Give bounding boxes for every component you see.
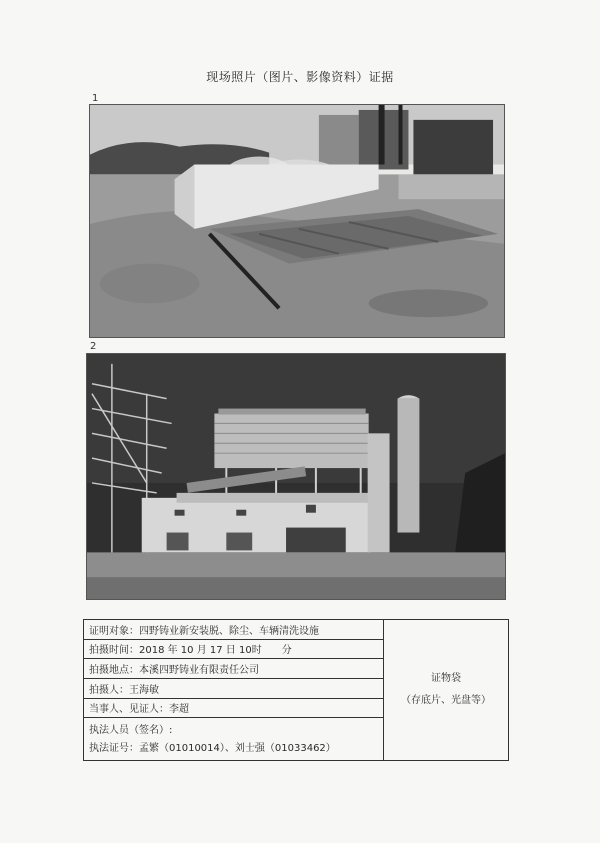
photo-1-image: [90, 105, 504, 337]
photo-2: [86, 353, 506, 600]
officers-cell: [84, 718, 384, 761]
officers-label: 执法人员（签名）:: [89, 725, 173, 737]
photographer-cell: 拍摄人：王海敏: [84, 678, 384, 698]
photo-1: [89, 104, 505, 338]
time-cell: 拍摄时间：2018 年 10 月 17 日 10时 分: [84, 639, 384, 659]
party-witness-cell: 当事人、见证人：李超: [84, 698, 384, 718]
location-cell: 拍摄地点：本溪四野铸业有限责任公司: [84, 659, 384, 679]
evidence-bag-cell: [384, 620, 509, 761]
subject-cell: 证明对象：四野铸业新安装脱、除尘、车辆清洗设施: [84, 620, 384, 640]
page-title: 现场照片（图片、影像资料）证据: [206, 70, 394, 84]
evidence-bag-note: （存底片、光盘等）: [401, 695, 491, 706]
photo-number-2: 2: [90, 341, 97, 352]
photo-number-1: 1: [92, 93, 99, 104]
evidence-bag-title: 证物袋: [431, 673, 461, 684]
photo-2-image: [87, 354, 505, 599]
license-label: 执法证号：孟繁（01010014）、刘士强（01033462）: [89, 743, 336, 755]
evidence-table: [83, 619, 509, 761]
